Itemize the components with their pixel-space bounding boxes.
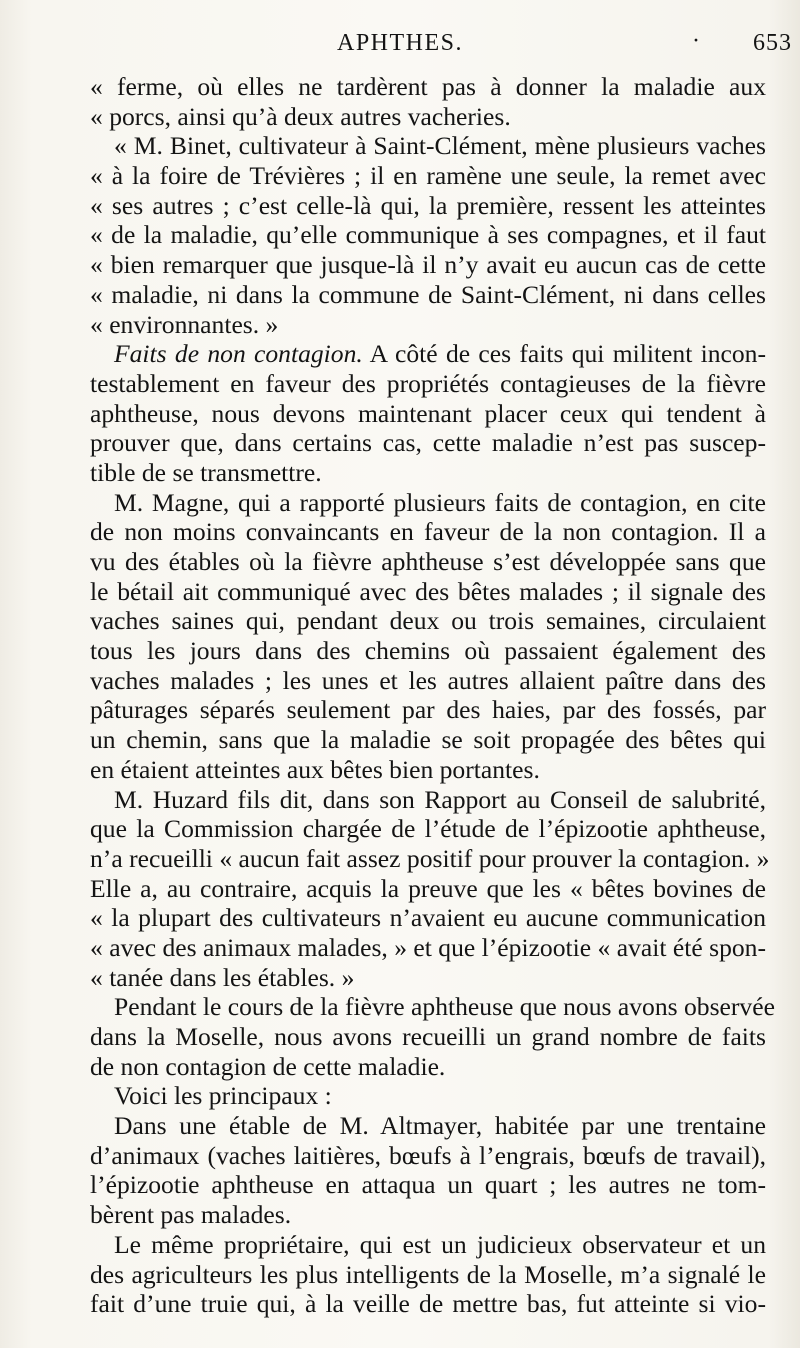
text-line: tible de se transmettre. (90, 457, 322, 487)
section-heading-italic: Faits de non contagion. (114, 339, 363, 369)
text-line: pâturages séparés seulement par des haies, par des fossés, par (90, 695, 766, 725)
text-line: fait d’une truie qui, à la veille de mettre bas, fut atteinte si vio- (90, 1289, 766, 1319)
text-line: de non moins convaincants en faveur de la non contagion. Il a (90, 517, 766, 547)
text-line: vu des étables où la fièvre aphtheuse s’est développée sans que (90, 547, 766, 576)
text-line: « la plupart des cultivateurs n’avaient eu aucune communication (90, 903, 766, 933)
text-line: « M. Binet, cultivateur à Saint-Clément, mène plusieurs vaches (114, 131, 766, 161)
text-line: M. Huzard fils dit, dans son Rapport au Conseil de salubrité, (114, 784, 766, 814)
text-line: Pendant le cours de la fièvre aphtheuse que nous avons observée (114, 992, 775, 1022)
text-line-heading (90, 339, 766, 369)
text-line: Elle a, au contraire, acquis la preuve que les « bêtes bovines de (90, 873, 766, 903)
text-line: « maladie, ni dans la commune de Saint-Clément, ni dans celles (90, 279, 766, 309)
text-line: M. Magne, qui a rapporté plusieurs faits de contagion, en cite (114, 487, 766, 517)
text-line: l’épizootie aphtheuse en attaqua un quart ; les autres ne tom- (90, 1170, 766, 1200)
text-line: que la Commission chargée de l’étude de l’épizootie aphtheuse, (90, 814, 766, 844)
heading-continuation: A côté de ces faits qui militent incon- (362, 339, 766, 369)
text-line: des agriculteurs les plus intelligents de la Moselle, m’a signalé le (90, 1259, 766, 1289)
text-line: d’animaux (vaches laitières, bœufs à l’engrais, bœufs de travail), (90, 1140, 766, 1170)
text-line: Voici les principaux : (114, 1081, 332, 1111)
text-line: Dans une étable de M. Altmayer, habitée par une trentaine (114, 1111, 766, 1141)
text-line: Le même propriétaire, qui est un judicieux observateur et un (114, 1229, 766, 1259)
text-line: bèrent pas malades. (90, 1200, 292, 1230)
text-line: « avec des animaux malades, » et que l’épizootie « avait été spon- (90, 932, 766, 962)
running-title: APHTHES. (336, 30, 463, 56)
text-line: « ses autres ; c’est celle-là qui, la première, ressent les atteintes (90, 190, 766, 220)
text-line: « tanée dans les étables. » (90, 962, 355, 992)
header-dot: · (692, 28, 700, 54)
text-line: « porcs, ainsi qu’à deux autres vacheries. (90, 101, 511, 131)
text-line: « environnantes. » (90, 309, 279, 339)
body-text (90, 72, 775, 1319)
text-line: prouver que, dans certains cas, cette maladie n’est pas suscep- (90, 428, 766, 458)
page-number: 653 (753, 30, 792, 56)
text-line: aphtheuse, nous devons maintenant placer ceux qui tendent à (90, 398, 766, 428)
text-line: « ferme, où elles ne tardèrent pas à donner la maladie aux (90, 72, 766, 101)
text-line: « à la foire de Trévières ; il en ramène une seule, la remet avec (90, 161, 766, 191)
text-line: tous les jours dans des chemins où passaient également des (90, 636, 766, 666)
text-line: en étaient atteintes aux bêtes bien portantes. (90, 754, 540, 784)
page-header (0, 22, 800, 62)
text-line: le bétail ait communiqué avec des bêtes malades ; il signale des (90, 576, 766, 606)
text-line: vaches malades ; les unes et les autres allaient paître dans des (90, 665, 766, 695)
text-line: « bien remarquer que jusque-là il n’y avait eu aucun cas de cette (90, 250, 766, 280)
text-line: testablement en faveur des propriétés contagieuses de la fièvre (90, 368, 766, 398)
text-line: de non contagion de cette maladie. (90, 1051, 446, 1081)
text-line: n’a recueilli « aucun fait assez positif pour prouver la contagion. » (90, 843, 770, 873)
text-line: un chemin, sans que la maladie se soit propagée des bêtes qui (90, 725, 766, 755)
text-line: « de la maladie, qu’elle communique à ses compagnes, et il faut (90, 220, 766, 250)
text-line: vaches saines qui, pendant deux ou trois semaines, circulaient (90, 606, 766, 636)
text-line: dans la Moselle, nous avons recueilli un grand nombre de faits (90, 1022, 766, 1051)
